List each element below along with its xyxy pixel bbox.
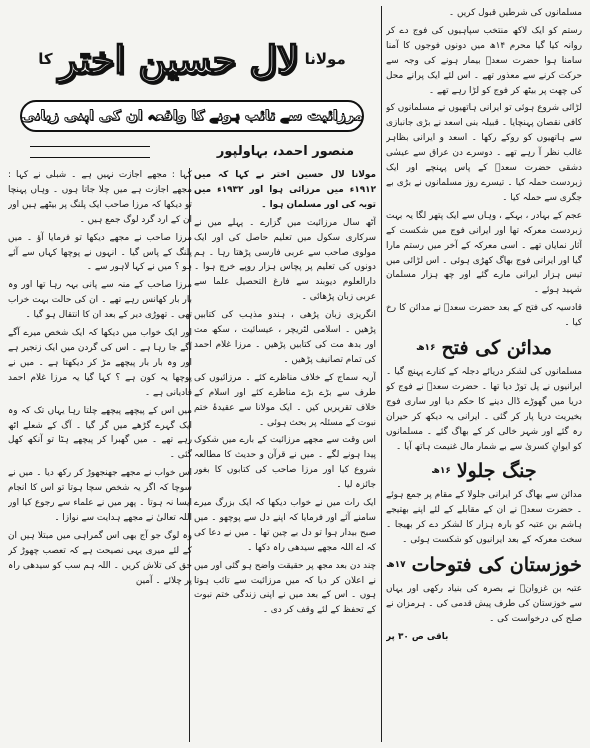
newspaper-page [8,6,582,742]
paragraph: رستم کو ایک لاکھ منتخب سپاہیوں کی فوج دے کر روانہ کیا گیا محرم ۱۴ھ میں دونوں فوجوں کا آمنا سامنا ہوا حضرت سعدؓ بیمار ہونے کی وجہ سے حرکت کرنے سے معذور تھے ۔ اس لئے ایک پرانے محل کی چھت پر بیٹھ کر فوج کو لڑا رہے تھے ۔ [386,25,582,96]
subheading-madain [386,337,582,359]
article-column-left [8,168,192,742]
subtitle-text: مرزائیت سے تائب ہونے کا واقعہ ان کی اپنی زبانی [20,108,364,124]
continuation-note: باقی ص ۳۰ پر [386,631,449,642]
subtitle-banner [20,100,364,132]
subheading-year: ۱۷ھ [386,559,406,570]
byline [8,144,376,159]
paragraph: مرزا صاحب کے منہ سے پانی بہہ رہا تھا اور وہ بار بار کھانس رہے تھے ۔ ان کی حالت بہت خراب تھی ۔ تھوڑی دیر کے بعد ان کا انتقال ہو گیا ۔ [8,280,192,321]
article-column-right [386,6,582,742]
paragraph: اس وقت سے مجھے مرزائیت کے بارے میں شکوک پیدا ہونے لگے ۔ میں نے قرآن و حدیث کا مطالعہ شروع کیا اور مرزا صاحب کی کتابوں کا بغور جائزہ لیا ۔ [194,435,376,491]
headline [8,24,376,94]
paragraph: چند دن بعد مجھ پر حقیقت واضح ہو گئی اور میں نے اعلان کر دیا کہ میں مرزائیت سے تائب ہوتا ہوں ۔ اس کے بعد میں نے اپنی زندگی ختم نبوت کے تحفظ کے لئے وقف کر دی ۔ [194,560,376,616]
subheading-text: خوزستان کی فتوحات [411,554,582,577]
paragraph: انگریزی زبان پڑھی ، ہندو مذہب کی کتابیں پڑھیں ۔ اسلامی لٹریچر ، عیسائیت ، سکھ مت اور بدھ مت کی کتابیں پڑھیں ۔ مرزا غلام احمد کی تمام تصانیف پڑھیں ۔ [194,310,376,365]
paragraph: عتبہ بن غزوانؓ نے بصرہ کی بنیاد رکھی اور یہاں سے خوزستان کی طرف پیش قدمی کی ۔ ہرمزان نے صلح کی درخواست کی ۔ [386,584,582,624]
paragraph: لڑائی شروع ہوئی تو ایرانی ہاتھیوں نے مسلمانوں کو کافی نقصان پہنچایا ۔ قبیلہ بنی اسعد نے بڑی جانبازی سے ہاتھیوں کو روکے رکھا ۔ اسعد و ایرانی بظاہر غالب نظر آ رہے تھے ۔ دوسرے دن عراق سے عیسٰی دشقی حضرت سعدؓ کے پاس پہنچے اور ایک زبردست حملہ کیا ۔ تیسرے روز مسلمانوں نے بڑی بے جگری سے حملہ کیا ۔ [386,103,582,203]
paragraph: وہ لوگ جو آج بھی اس گمراہی میں مبتلا ہیں ان کے لئے میری یہی نصیحت ہے کہ تعصب چھوڑ کر حق کی تلاش کریں ۔ اللہ ہم سب کو سیدھی راہ پر چلائے ۔ آمین [8,530,192,586]
paragraph: کہا : مجھے اجازت نہیں ہے ۔ شبلی نے کہا : مجھے اجازت ہے میں چلا جاتا ہوں ۔ وہاں پہنچا تو دیکھا کہ مرزا صاحب ایک پلنگ پر بیٹھے ہیں اور ان کے ارد گرد لوگ جمع ہیں ۔ [8,170,192,225]
subheading-year: ۱۶ھ [431,465,451,476]
column-divider [381,6,382,742]
decorative-rule [30,146,150,158]
paragraph: میں اس کے پیچھے پیچھے چلتا رہا یہاں تک کہ وہ ایک گہرے گڑھے میں گر گیا ۔ آگ کے شعلے اٹھ رہے تھے ۔ میں گھبرا کر پیچھے ہٹا تو آنکھ کھل گئی ۔ [8,405,192,461]
subheading-text: جنگ جلولا [456,460,537,483]
paragraph: عجم کے بہادر ، بہکے ، وہاں سے ایک پتھر لگا یہ بہت زبردست معرکہ تھا اور ایرانی فوج میں شکست کے آثار نمایاں تھے ۔ اسی معرکہ کے آخر میں رستم مارا گیا اور ایرانی فوج بھاگ کھڑی ہوئی ۔ اس لڑائی میں تیس ہزار ایرانی مارے گئے اور چھ ہزار مسلمان شہید ہوئے ۔ [386,210,582,296]
paragraph: مدائن سے بھاگ کر ایرانی جلولا کے مقام پر جمع ہوئے ۔ حضرت سعدؓ نے ان کے مقابلے کے لئے اپنے بھتیجے ہاشم بن عتبہ کو بارہ ہزار کا لشکر دے کر بھیجا ۔ سخت معرکہ کے بعد ایرانیوں کو شکست ہوئی ۔ [386,490,582,546]
paragraph: مرزا صاحب نے مجھے دیکھا تو فرمایا آؤ ۔ میں پلنگ کے پاس گیا ۔ انہوں نے پوچھا کہاں سے آئے ہو ؟ میں نے کہا لاہور سے ۔ [8,232,192,273]
subheading-year: ۱۶ھ [416,342,436,353]
paragraph: اس خواب نے مجھے جھنجھوڑ کر رکھ دیا ۔ میں نے سوچا کہ اگر یہ شخص سچا ہوتا تو اس کا انجام ایسا نہ ہوتا ۔ پھر میں نے علماء سے رجوع کیا اور اللہ تعالیٰ نے مجھے ہدایت سے نوازا ۔ [8,468,192,523]
paragraph: مسلمانوں کی شرطیں قبول کریں ۔ [448,8,582,18]
paragraph: اور ایک خواب میں دیکھا کہ ایک شخص میرے آگے آگے جا رہا ہے ۔ اس کی گردن میں ایک زنجیر ہے اور وہ بار بار پیچھے مڑ کر دیکھتا ہے ۔ میں نے پوچھا یہ کون ہے ؟ کہا گیا یہ مرزا غلام احمد قادیانی ہے ۔ [8,328,192,398]
paragraph: آریہ سماج کے خلاف مناظرے کئے ۔ مرزائیوں کی طرف سے بڑے بڑے مناظرے کئے اور اسلام کے خلاف تقریریں کیں ۔ ایک مولانا سے عقیدۂ ختم نبوت کے مسئلہ پر بحث ہوئی ۔ [194,372,376,428]
paragraph: مسلمانوں کی لشکر دریائے دجلہ کے کنارے پہنچ گیا ۔ ایرانیوں نے پل توڑ دیا تھا ۔ حضرت سعدؓ نے فوج کو دریا میں گھوڑے ڈال دینے کا حکم دیا اور ساری فوج بخیریت دریا پار کر گئی ۔ ایرانی یہ دیکھ کر حیران رہ گئے اور شہر خالی کر کے بھاگ گئے ۔ مسلمانوں کو ایوانِ کسریٰ سے بے شمار مال غنیمت ہاتھ آیا ۔ [386,367,582,452]
article-header [8,6,376,164]
subheading-khuzestan [386,554,582,576]
article-column-middle [194,168,376,742]
paragraph: قادسیہ کی فتح کے بعد حضرت سعدؓ نے مدائن کا رخ کیا ۔ [386,303,582,329]
subheading-jalula [386,460,582,482]
headline-title: لال حسین اختر [58,36,299,82]
headline-suffix: کا [38,50,53,68]
subheading-text: مدائن کی فتح [441,337,552,360]
headline-prefix: مولانا [304,50,346,68]
paragraph: آٹھ سال مرزائیت میں گزارے ۔ پہلے میں نے سرکاری سکول میں تعلیم حاصل کی اور ایک مولوی صاحب سے عربی فارسی پڑھتا رہا ۔ ہم دونوں کی تعلیم پر پچاس ہزار روپے خرچ ہوا ۔ دارالعلوم دیوبند سے فارغ التحصیل علما سے عربی زبان پڑھائی ۔ [194,217,376,303]
author-name: منصور احمد، بہاولپور [216,144,354,159]
lead-paragraph: مولانا لال حسین اختر نے کہا کہ میں ۱۹۱۲ء میں مرزائی ہوا اور ۱۹۳۲ء میں توبہ کی اور مسلمان ہوا ۔ [194,170,376,210]
paragraph: ایک رات میں نے خواب دیکھا کہ ایک بزرگ میرے سامنے آئے اور فرمایا کہ اپنے دل سے پوچھو ۔ میں صبح بیدار ہوا تو دل بے چین تھا ۔ میں نے دعا کی کہ اے اللہ مجھے سیدھی راہ دکھا ۔ [194,498,376,553]
